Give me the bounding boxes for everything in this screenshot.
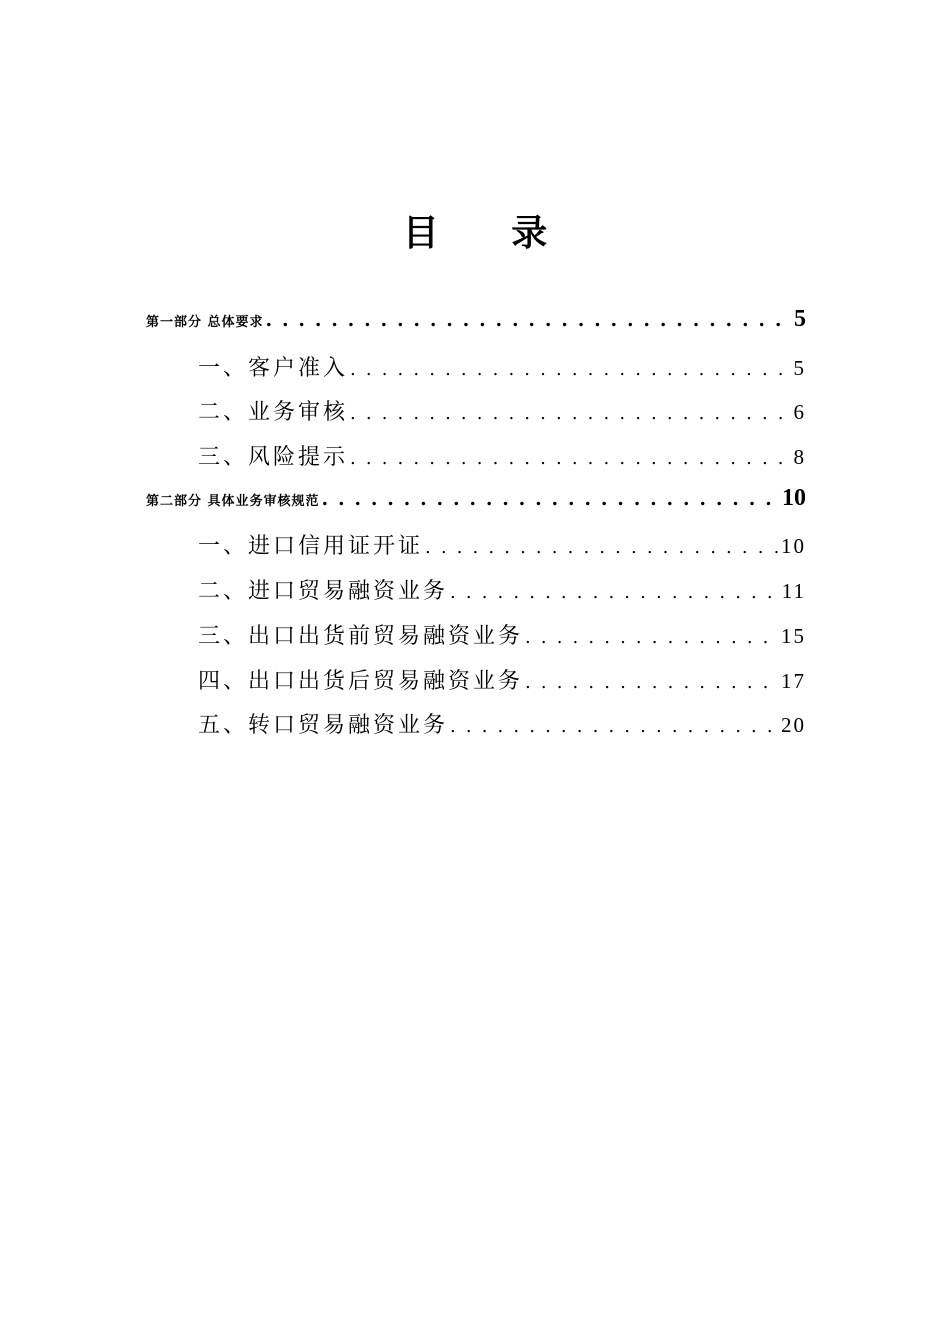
page-title: 目 录 <box>402 213 578 254</box>
toc-entry-label: 一、客户准入 <box>198 355 349 381</box>
dot-leader <box>450 582 780 603</box>
toc-page-number: 5 <box>793 355 806 380</box>
toc-page-number: 15 <box>781 623 806 648</box>
toc-entry-label: 三、风险提示 <box>198 445 349 471</box>
dot-leader <box>322 488 780 510</box>
toc-entry-label: 第一部分 总体要求 <box>146 315 264 330</box>
toc-entry-label: 二、业务审核 <box>198 400 349 426</box>
toc-page-number: 6 <box>793 400 806 425</box>
dot-leader <box>350 448 791 469</box>
dot-leader <box>450 716 779 737</box>
toc-page-number: 10 <box>782 484 806 511</box>
dot-leader <box>525 627 779 648</box>
toc-page-number: 5 <box>794 306 806 332</box>
toc-entry-pre-shipment-finance[interactable] <box>146 619 806 664</box>
dot-leader <box>525 672 779 693</box>
toc-page-number: 10 <box>781 534 806 559</box>
dot-leader <box>350 403 791 424</box>
toc-entry-entrepot-trade-finance[interactable] <box>146 708 806 753</box>
toc-entry-import-trade-finance[interactable] <box>146 574 806 619</box>
toc-entry-business-review[interactable] <box>146 395 806 440</box>
dot-leader <box>266 309 792 331</box>
dot-leader <box>425 537 779 558</box>
toc-entry-customer-admission[interactable] <box>146 351 806 396</box>
toc-entry-label: 三、出口出货前贸易融资业务 <box>198 623 524 649</box>
toc-entry-risk-warning[interactable] <box>146 440 806 485</box>
toc-entry-label: 五、转口贸易融资业务 <box>198 713 449 739</box>
toc-page-number: 11 <box>781 579 806 604</box>
dot-leader <box>350 359 791 380</box>
toc-entry-part-1[interactable] <box>146 306 806 351</box>
toc-entry-import-lc[interactable] <box>146 529 806 574</box>
toc-entry-label: 二、进口贸易融资业务 <box>198 579 449 605</box>
toc-entry-post-shipment-finance[interactable] <box>146 664 806 709</box>
toc-page-number: 20 <box>781 713 806 738</box>
table-of-contents <box>146 306 806 753</box>
toc-entry-label: 四、出口出货后贸易融资业务 <box>198 668 524 694</box>
toc-entry-label: 第二部分 具体业务审核规范 <box>146 493 320 509</box>
toc-entry-part-2[interactable] <box>146 485 806 530</box>
toc-entry-label: 一、进口信用证开证 <box>198 534 424 560</box>
toc-page-number: 17 <box>781 668 806 693</box>
toc-page-number: 8 <box>793 445 806 470</box>
